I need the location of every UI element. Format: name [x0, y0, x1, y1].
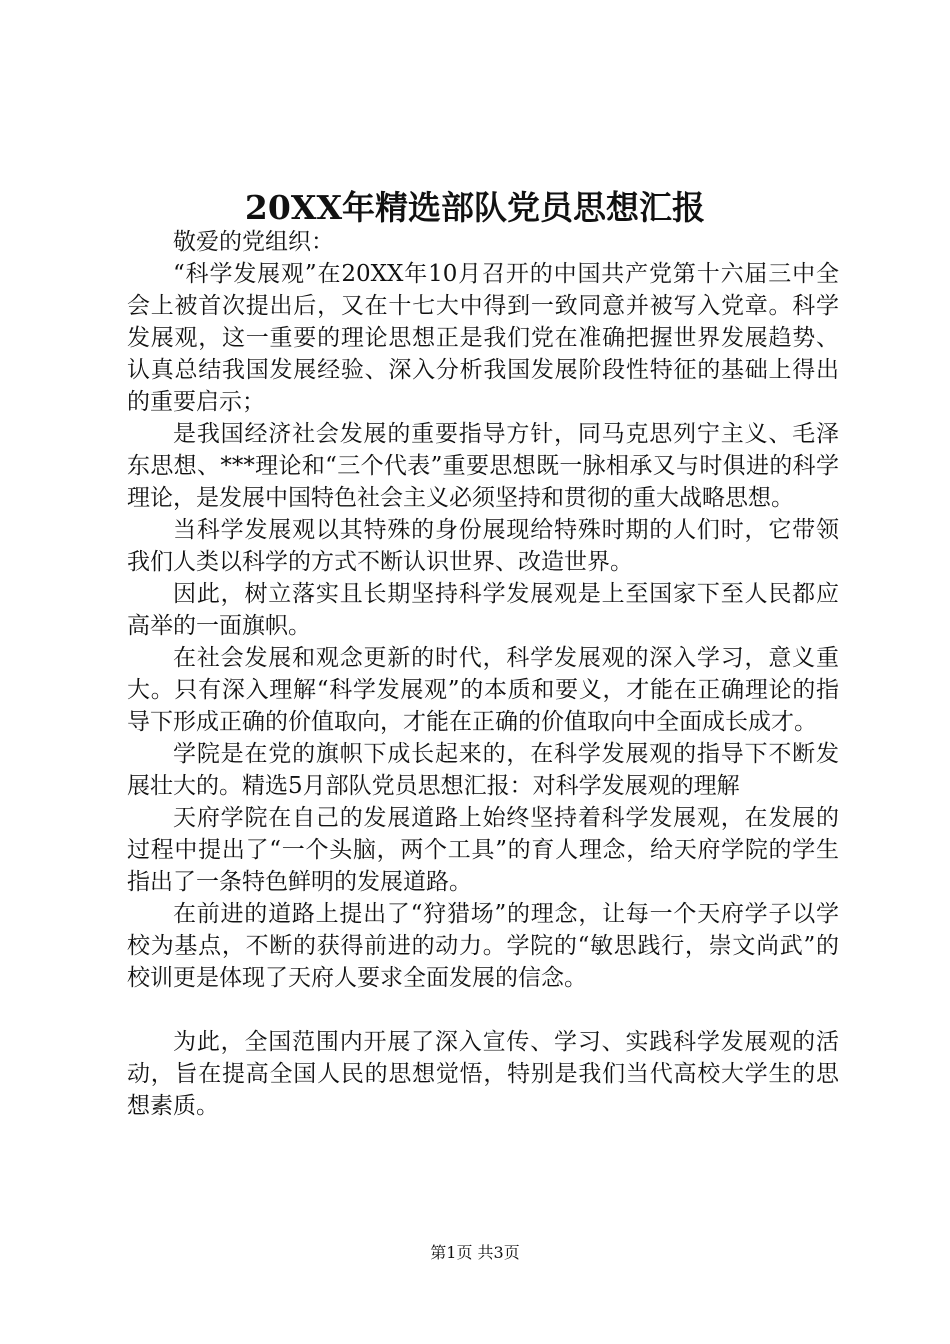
- paragraph-7: 天府学院在自己的发展道路上始终坚持着科学发展观，在发展的过程中提出了“一个头脑，两个工具”的育人理念，给天府学院的学生指出了一条特色鲜明的发展道路。: [127, 805, 839, 895]
- paragraph-3: 当科学发展观以其特殊的身份展现给特殊时期的人们时，它带领我们人类以科学的方式不断认识世界、改造世界。: [127, 517, 839, 575]
- paragraph-8: 在前进的道路上提出了“狩猎场”的理念，让每一个天府学子以学校为基点，不断的获得前进的动力。学院的“敏思践行，崇文尚武”的校训更是体现了天府人要求全面发展的信念。: [127, 901, 839, 991]
- paragraph-4: 因此，树立落实且长期坚持科学发展观是上至国家下至人民都应高举的一面旗帜。: [127, 581, 839, 639]
- paragraph-9: 为此，全国范围内开展了深入宣传、学习、实践科学发展观的活动，旨在提高全国人民的思想觉悟，特别是我们当代高校大学生的思想素质。: [127, 1029, 839, 1119]
- document-title: 20XX年精选部队党员思想汇报: [244, 188, 706, 227]
- paragraph-5: 在社会发展和观念更新的时代，科学发展观的深入学习，意义重大。只有深入理解“科学发展观”的本质和要义，才能在正确理论的指导下形成正确的价值取向，才能在正确的价值取向中全面成长成才。: [127, 645, 839, 735]
- paragraph-2: 是我国经济社会发展的重要指导方针，同马克思列宁主义、毛泽东思想、***理论和“三个代表”重要思想既一脉相承又与时俱进的科学理论，是发展中国特色社会主义必须坚持和贯彻的重大战略思想。: [127, 421, 839, 511]
- paragraph-1: “科学发展观”在20XX年10月召开的中国共产党第十六届三中全会上被首次提出后，又在十七大中得到一致同意并被写入党章。科学发展观，这一重要的理论思想正是我们党在准确把握世界发展趋势、认真总结我国发展经验、深入分析我国发展阶段性特征的基础上得出的重要启示；: [127, 261, 839, 415]
- blank-line: [127, 994, 839, 1026]
- page-footer: 第1页 共3页: [430, 1243, 520, 1262]
- document-body: [127, 226, 839, 1122]
- paragraph-6: 学院是在党的旗帜下成长起来的，在科学发展观的指导下不断发展壮大的。精选5月部队党员思想汇报：对科学发展观的理解: [127, 741, 839, 799]
- salutation: 敬爱的党组织：: [173, 229, 334, 255]
